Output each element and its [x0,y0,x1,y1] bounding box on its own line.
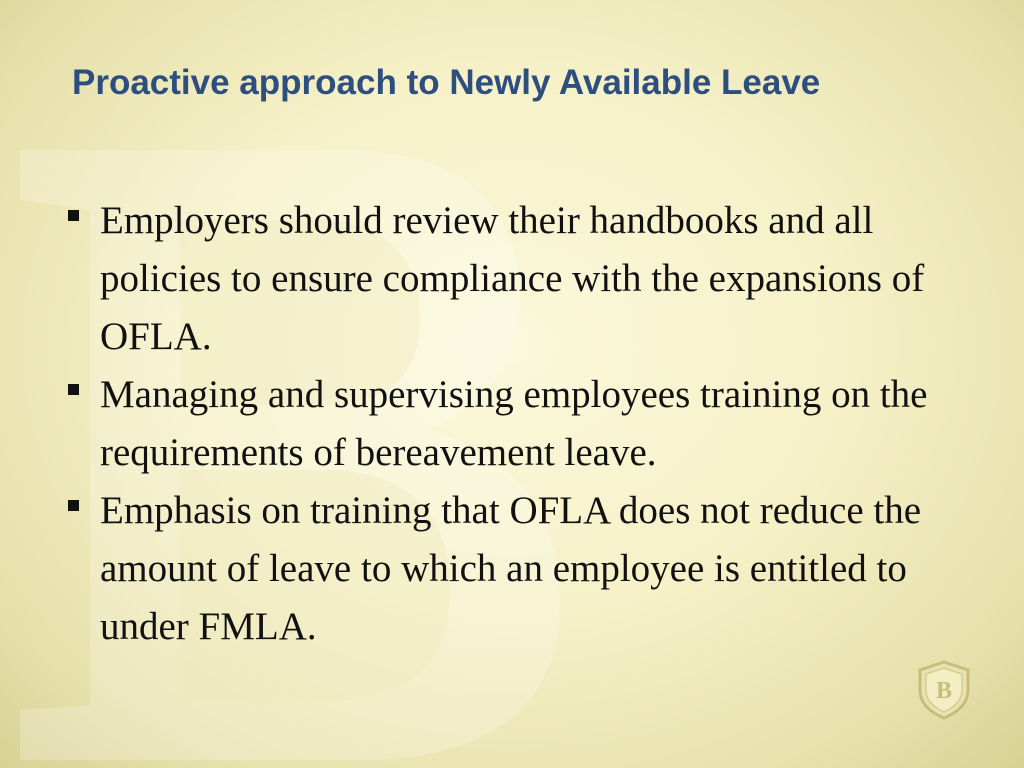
bullet-text: Managing and supervising employees training on the requirements of bereavement leave. [100,373,928,474]
bullet-text: Emphasis on training that OFLA does not reduce the amount of leave to which an employee is entitled to under FMLA. [100,489,922,648]
square-bullet-icon [68,500,79,511]
bullet-text: Employers should review their handbooks and all policies to ensure compliance with the expansions of OFLA. [100,199,925,358]
square-bullet-icon [68,210,79,221]
square-bullet-icon [68,384,79,395]
bullet-list [60,192,960,656]
slide-title: Proactive approach to Newly Available Leave [72,63,821,102]
list-item [60,192,960,366]
list-item [60,366,960,482]
list-item [60,482,960,656]
shield-icon [917,660,971,720]
logo-letter: B [935,678,953,704]
